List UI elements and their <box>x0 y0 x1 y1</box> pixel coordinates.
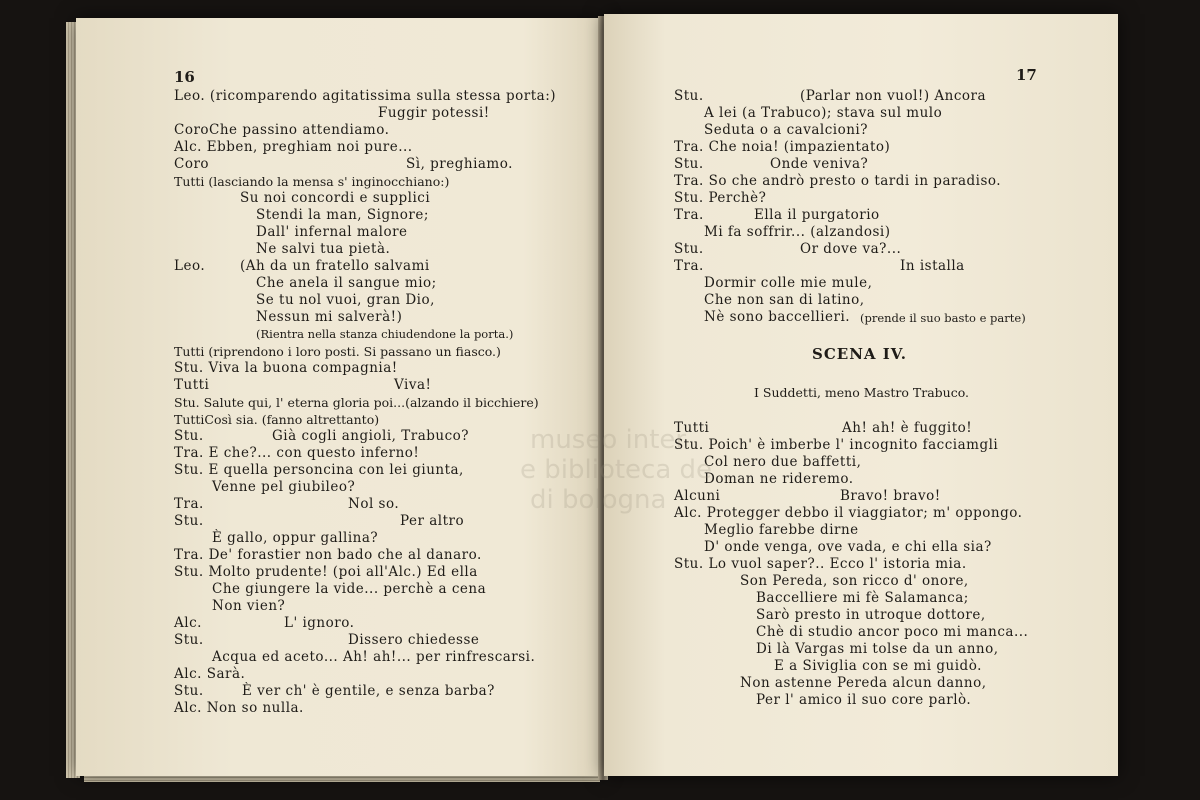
text-line: E a Siviglia con se mi guidò. <box>774 658 982 674</box>
text-line: Venne pel giubileo? <box>212 479 356 495</box>
watermark-line: e biblioteca de <box>520 455 713 485</box>
text-line: Tutti (riprendono i loro posti. Si passano un fiasco.) <box>174 344 501 359</box>
scene-heading: SCENA IV. <box>812 345 908 363</box>
text-line: Nessun mi salverà!) <box>256 309 403 325</box>
text-line: Leo. <box>174 258 206 274</box>
text-line: Già cogli angioli, Trabuco? <box>272 428 470 444</box>
text-line: Tra. <box>674 258 704 274</box>
text-line: Stu. E quella personcina con lei giunta, <box>174 462 464 478</box>
text-line: Nè sono baccellieri. <box>704 309 851 325</box>
text-line: TuttiCosì sia. (fanno altrettanto) <box>174 412 380 427</box>
text-line: Acqua ed aceto... Ah! ah!... per rinfrescarsi. <box>212 649 536 665</box>
text-line: Stu. Molto prudente! (poi all'Alc.) Ed ella <box>174 564 478 580</box>
text-line: Di là Vargas mi tolse da un anno, <box>756 641 999 657</box>
text-line: (Parlar non vuol!) Ancora <box>800 88 987 104</box>
text-line: Dissero chiedesse <box>348 632 480 648</box>
text-line: D' onde venga, ove vada, e chi ella sia? <box>704 539 992 555</box>
scene-subtitle: I Suddetti, meno Mastro Trabuco. <box>754 385 969 400</box>
text-line: Se tu nol vuoi, gran Dio, <box>256 292 435 308</box>
text-line: Alc. Protegger debbo il viaggiator; m' oppongo. <box>674 505 1023 521</box>
text-line: Tutti <box>174 377 210 393</box>
text-line: Meglio farebbe dirne <box>704 522 859 538</box>
text-line: Non vien? <box>212 598 286 614</box>
text-line: Stu. Salute qui, l' eterna gloria poi...(alzando il bicchiere) <box>174 395 539 410</box>
text-line: Viva! <box>394 377 432 393</box>
text-line: Sarò presto in utroque dottore, <box>756 607 986 623</box>
text-line: Stu. <box>174 513 204 529</box>
text-line: Doman ne rideremo. <box>704 471 854 487</box>
text-line: Che anela il sangue mio; <box>256 275 437 291</box>
text-line: Su noi concordi e supplici <box>240 190 431 206</box>
text-line: Stu. <box>674 156 704 172</box>
watermark-line: di bologna <box>530 485 667 515</box>
left-page <box>76 18 602 776</box>
text-line: Per l' amico il suo core parlò. <box>756 692 972 708</box>
text-line: Sì, preghiamo. <box>406 156 513 172</box>
text-line: Stu. <box>674 241 704 257</box>
right-page <box>604 14 1118 776</box>
text-line: Stu. Lo vuol saper?.. Ecco l' istoria mia. <box>674 556 967 572</box>
text-line: Stu. Poich' è imberbe l' incognito facciamgli <box>674 437 999 453</box>
text-line: Tutti <box>674 420 710 436</box>
text-line: Col nero due baffetti, <box>704 454 862 470</box>
text-line: Stu. Viva la buona compagnia! <box>174 360 398 376</box>
text-line: Stendi la man, Signore; <box>256 207 429 223</box>
text-line: (Ah da un fratello salvami <box>240 258 430 274</box>
text-line: Nol so. <box>348 496 400 512</box>
text-line: CoroChe passino attendiamo. <box>174 122 390 138</box>
text-line: Tra. So che andrò presto o tardi in paradiso. <box>674 173 1002 189</box>
text-line: Onde veniva? <box>770 156 869 172</box>
text-line: È ver ch' è gentile, e senza barba? <box>242 683 495 699</box>
watermark-line: museo inter <box>530 425 687 455</box>
text-line: (prende il suo basto e parte) <box>860 311 1026 325</box>
text-line: Tutti (lasciando la mensa s' inginocchiano:) <box>174 174 450 189</box>
text-line: È gallo, oppur gallina? <box>212 530 379 546</box>
text-line: Alc. Non so nulla. <box>174 700 304 716</box>
text-line: Stu. Perchè? <box>674 190 767 206</box>
text-line: Per altro <box>400 513 465 529</box>
text-line: Che giungere la vide... perchè a cena <box>212 581 487 597</box>
text-line: Stu. <box>174 683 204 699</box>
text-line: Tra. E che?... con questo inferno! <box>174 445 420 461</box>
text-line: Dall' infernal malore <box>256 224 408 240</box>
text-line: Tra. <box>674 207 704 223</box>
text-line: Ella il purgatorio <box>754 207 880 223</box>
text-line: Ne salvi tua pietà. <box>256 241 391 257</box>
text-line: Tra. De' forastier non bado che al danaro. <box>174 547 482 563</box>
text-line: In istalla <box>900 258 965 274</box>
text-line: Dormir colle mie mule, <box>704 275 873 291</box>
text-line: Stu. <box>174 632 204 648</box>
text-line: Seduta o a cavalcioni? <box>704 122 868 138</box>
text-line: Coro <box>174 156 210 172</box>
text-line: Non astenne Pereda alcun danno, <box>740 675 987 691</box>
text-line: Alcuni <box>674 488 721 504</box>
text-line: Che non san di latino, <box>704 292 865 308</box>
text-line: Baccelliere mi fè Salamanca; <box>756 590 969 606</box>
text-line: Stu. <box>174 428 204 444</box>
text-line: Leo. (ricomparendo agitatissima sulla stessa porta:) <box>174 88 557 104</box>
text-line: Alc. <box>174 615 202 631</box>
text-line: Tra. <box>174 496 204 512</box>
text-line: Tra. Che noia! (impazientato) <box>674 139 891 155</box>
text-line: Bravo! bravo! <box>840 488 941 504</box>
text-line: Or dove va?... <box>800 241 902 257</box>
text-line: Mi fa soffrir... (alzandosi) <box>704 224 891 240</box>
text-line: Fuggir potessi! <box>378 105 490 121</box>
text-line: Ah! ah! è fuggito! <box>842 420 973 436</box>
text-line: (Rientra nella stanza chiudendone la porta.) <box>256 327 514 341</box>
text-line: L' ignoro. <box>284 615 355 631</box>
text-line: Alc. Sarà. <box>174 666 246 682</box>
page-number-right: 17 <box>1016 66 1037 84</box>
text-line: A lei (a Trabuco); stava sul mulo <box>704 105 943 121</box>
text-line: Son Pereda, son ricco d' onore, <box>740 573 969 589</box>
page-number-left: 16 <box>174 68 195 86</box>
text-line: Alc. Ebben, preghiam noi pure... <box>174 139 413 155</box>
text-line: Stu. <box>674 88 704 104</box>
text-line: Chè di studio ancor poco mi manca... <box>756 624 1029 640</box>
